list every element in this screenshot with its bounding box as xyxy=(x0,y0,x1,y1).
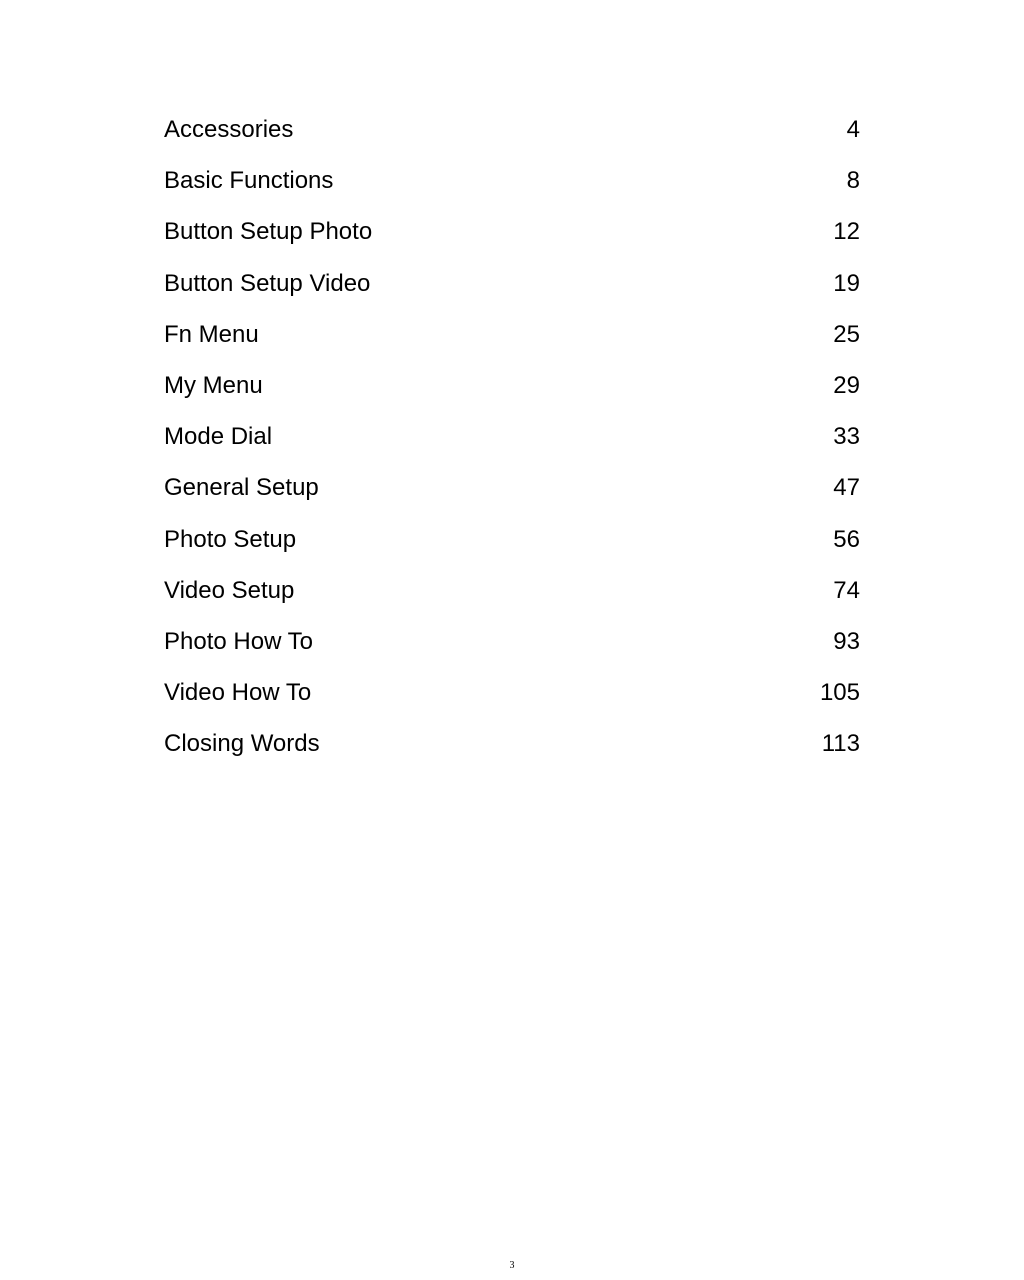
toc-entry-page: 12 xyxy=(833,218,860,246)
toc-entry-page: 113 xyxy=(821,730,860,758)
toc-entry-title: My Menu xyxy=(164,371,263,399)
toc-entry-page: 105 xyxy=(819,679,860,707)
toc-entry-page: 29 xyxy=(833,371,860,399)
toc-entry-title: Photo Setup xyxy=(164,525,297,553)
toc-entry xyxy=(164,262,860,313)
toc-entry-title: Button Setup Video xyxy=(164,269,371,297)
toc-entry xyxy=(164,569,860,620)
toc-entry-title: Video Setup xyxy=(164,576,295,604)
toc-entry xyxy=(164,159,860,210)
toc-entry xyxy=(164,620,860,671)
toc-entry-title: Button Setup Photo xyxy=(164,218,373,246)
toc-entry xyxy=(164,415,860,466)
toc-entry-page: 25 xyxy=(833,320,860,348)
toc-entry xyxy=(164,108,860,159)
toc-entry-title: Basic Functions xyxy=(164,167,334,195)
toc-entry-title: General Setup xyxy=(164,474,319,502)
toc-entry xyxy=(164,364,860,415)
toc-entry-page: 8 xyxy=(846,167,860,195)
toc-entry-page: 74 xyxy=(833,576,860,604)
toc-entry-title: Mode Dial xyxy=(164,423,273,451)
toc-entry xyxy=(164,518,860,569)
toc-entry-page: 33 xyxy=(833,423,860,451)
toc-entry xyxy=(164,466,860,517)
table-of-contents xyxy=(164,108,860,773)
toc-entry-page: 93 xyxy=(833,627,860,655)
toc-entry-title: Fn Menu xyxy=(164,320,259,348)
page-number: 3 xyxy=(509,1260,515,1271)
toc-entry-title: Video How To xyxy=(164,679,312,707)
toc-entry-title: Closing Words xyxy=(164,730,320,758)
toc-entry xyxy=(164,210,860,261)
toc-entry xyxy=(164,671,860,722)
toc-entry-page: 19 xyxy=(833,269,860,297)
toc-entry-page: 47 xyxy=(833,474,860,502)
toc-entry-page: 56 xyxy=(833,525,860,553)
toc-entry xyxy=(164,722,860,773)
toc-entry-title: Photo How To xyxy=(164,627,313,655)
toc-entry xyxy=(164,313,860,364)
toc-entry-page: 4 xyxy=(846,116,860,143)
toc-entry-title: Accessories xyxy=(164,116,294,143)
